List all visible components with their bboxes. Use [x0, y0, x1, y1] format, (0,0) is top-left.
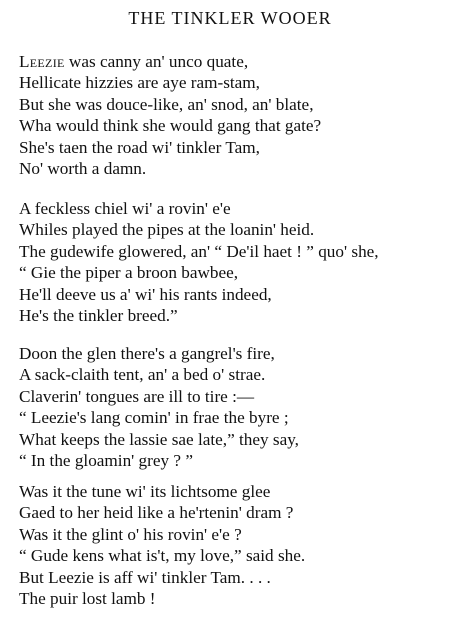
poem-line: A sack-claith tent, an' a bed o' strae.	[19, 365, 266, 385]
poem-title: THE TINKLER WOOER	[128, 8, 332, 28]
poem-line: “ Gude kens what is't, my love,” said she.	[19, 546, 306, 566]
poem-line: Hellicate hizzies are aye ram-stam,	[19, 73, 260, 93]
stanza-1	[19, 51, 321, 179]
poem-line: “ Gie the piper a broon bawbee,	[19, 263, 239, 283]
poem-line: He'll deeve us a' wi' his rants indeed,	[19, 284, 272, 304]
poem-line: The puir lost lamb !	[19, 589, 156, 609]
stanza-4	[19, 481, 305, 609]
poem-line: Whiles played the pipes at the loanin' heid.	[19, 220, 315, 240]
poem-line: The gudewife glowered, an' “ De'il haet ! ” quo' she,	[19, 241, 379, 261]
stanza-2	[19, 198, 379, 326]
poem-line: She's taen the road wi' tinkler Tam,	[19, 137, 260, 157]
stanza-3	[19, 343, 299, 471]
poem-line: No' worth a damn.	[19, 159, 147, 179]
poem-line: He's the tinkler breed.”	[19, 306, 178, 326]
poem-line: “ Leezie's lang comin' in frae the byre ;	[19, 408, 289, 428]
poem-line: But Leezie is aff wi' tinkler Tam. . . .	[19, 567, 271, 587]
poem-line: But she was douce-like, an' snod, an' blate,	[19, 94, 314, 114]
poem-line: Was it the glint o' his rovin' e'e ?	[19, 524, 242, 544]
poem-line	[19, 51, 321, 72]
poem-line: Gaed to her heid like a he'rtenin' dram ?	[19, 503, 294, 523]
first-word: Leezie	[19, 52, 65, 71]
poem-line: A feckless chiel wi' a rovin' e'e	[19, 199, 231, 218]
poem-line: “ In the gloamin' grey ? ”	[19, 451, 193, 471]
poem-line: Claverin' tongues are ill to tire :—	[19, 386, 255, 406]
poem-line: Wha would think she would gang that gate?	[19, 116, 322, 136]
poem-line: Doon the glen there's a gangrel's fire,	[19, 344, 275, 363]
first-line-rest: was canny an' unco quate,	[64, 52, 249, 71]
poem-line: Was it the tune wi' its lichtsome glee	[19, 482, 271, 501]
poem-line: What keeps the lassie sae late,” they say,	[19, 429, 299, 449]
